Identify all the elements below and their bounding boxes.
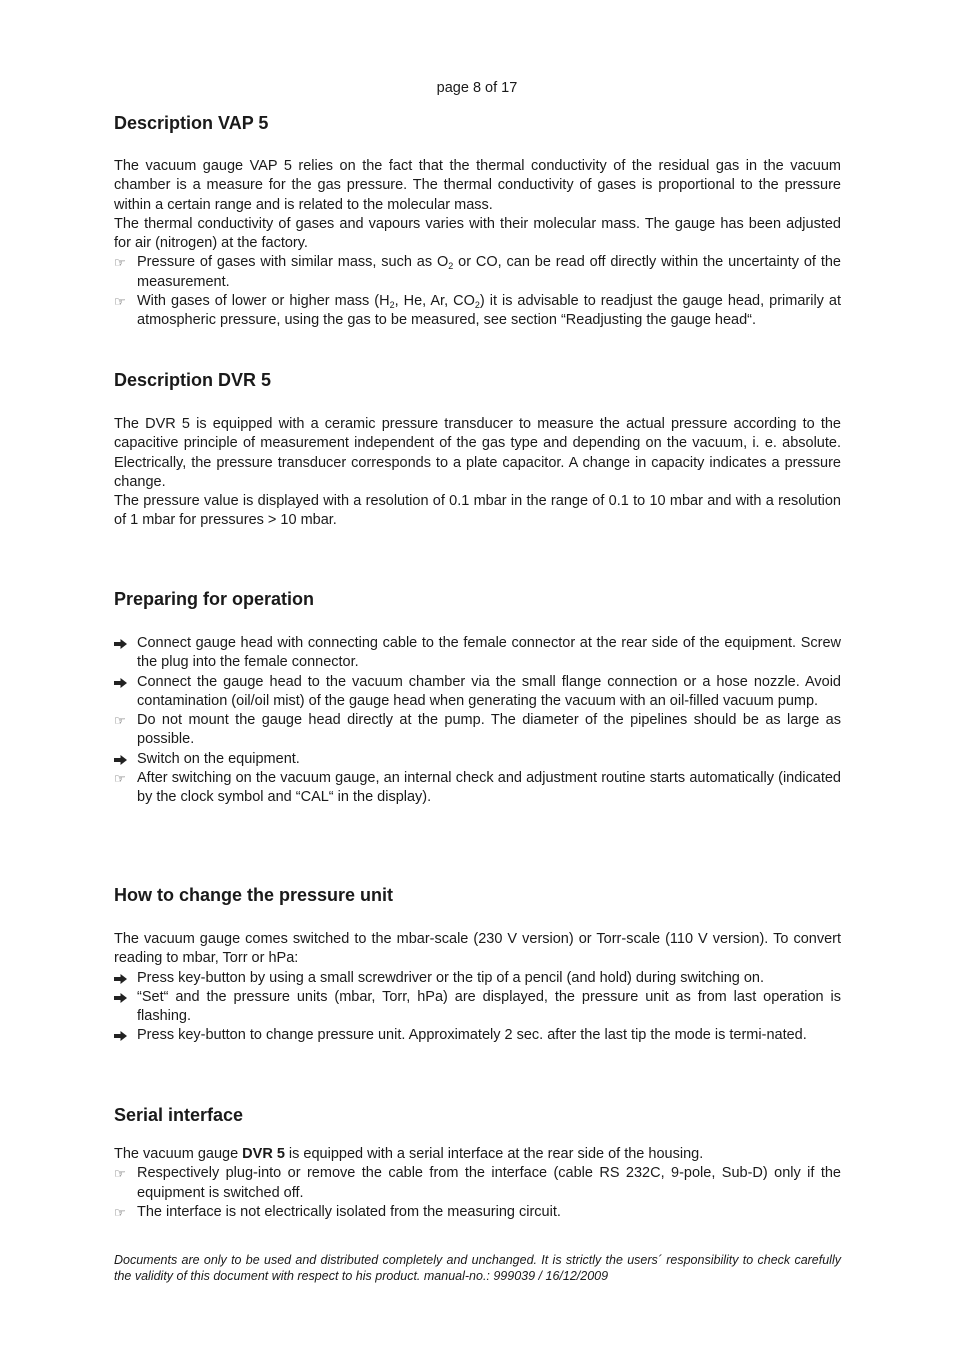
pointing-hand-icon: ☞ [114,1166,126,1182]
list-item [114,769,841,808]
pointing-hand-icon: ☞ [114,1204,126,1220]
section-title-unit: How to change the pressure unit [114,885,394,905]
list-item-text: “Set“ and the pressure units (mbar, Torr, hPa) are displayed, the pressure unit as from last operation is flashing. [137,988,841,1025]
arrow-right-icon [114,634,132,649]
serial-section-body [114,1145,841,1222]
list-item-text: Respectively plug-into or remove the cable from the interface (cable RS 232C, 9-pole, Sub-D) only if the equipment is switched off. [137,1165,841,1201]
footer-disclaimer: Documents are only to be used and distributed completely and unchanged. It is strictly the users´ responsibility to check carefully the validity of this document with respect to his product. manual-no.: 999039 / 16/12/2009 [114,1253,841,1283]
list-item [114,673,841,712]
list-item-text: The interface is not electrically isolated from the measuring circuit. [137,1203,561,1220]
list-item-text: Connect the gauge head to the vacuum chamber via the small flange connection or a hose nozzle. Avoid contamination (oil/oil mist) of the gauge head when generating the vacuum with an oil-filled vacuum pump. [137,673,841,709]
section-title-prep: Preparing for operation [114,589,315,609]
unit-section-body [114,930,841,1046]
serial-list [114,1164,841,1222]
vap-note-2: ☞ With gases of lower or higher mass ($H_2$, He, Ar, $CO_2$) it is advisable to readjust the gauge head, primarily at atmospheric pressure, using the gas to be measured, see section “Readjusting the gauge head“. [114,293,842,329]
dvr-paragraph-1: The DVR 5 is equipped with a ceramic pressure transducer to measure the actual pressure according to the capacitive principle of measurement independent of the gas type and depending on the vacuum, i. e. absolute. Electrically, the pressure transducer corresponds to a plate capacitor. A change in capacity indicates a pressure change. [114,416,841,490]
list-item-text: After switching on the vacuum gauge, an internal check and adjustment routine starts automatically (indicated by the clock symbol and “CAL“ in the display). [137,770,841,806]
list-item-text: Switch on the equipment. [137,750,300,767]
arrow-right-icon [114,673,132,688]
list-item-text: Press key-button to change pressure unit. Approximately 2 sec. after the last tip the mode is termi-nated. [137,1027,807,1044]
list-item [114,750,841,769]
section-title-dvr: Description DVR 5 [114,370,272,390]
dvr-section-body [114,415,841,531]
list-item [114,711,841,750]
vap-paragraph-2: The thermal conductivity of gases and vapours varies with their molecular mass. The gauge has been adjusted for air (nitrogen) at the factory. [114,215,841,252]
list-item [114,969,841,988]
serial-paragraph-1: The vacuum gauge DVR 5 is equipped with a serial interface at the rear side of the housing. [114,1146,704,1162]
list-item [114,1203,841,1222]
vap-section-body [114,157,841,331]
pointing-hand-icon: ☞ [114,294,126,310]
list-item-text: Connect gauge head with connecting cable to the female connector at the rear side of the equipment. Screw the plug into the female connector. [137,635,841,671]
pointing-hand-icon: ☞ [114,771,126,787]
section-title-serial: Serial interface [114,1105,244,1125]
list-item [114,1026,841,1045]
list-item-text: Do not mount the gauge head directly at the pump. The diameter of the pipelines should be as large as possible. [137,712,841,748]
list-item [114,1164,841,1203]
section-title-vap: Description VAP 5 [114,113,269,133]
vap-paragraph-1: The vacuum gauge VAP 5 relies on the fact that the thermal conductivity of the residual gas in the vacuum chamber is a measure for the gas pressure. The thermal conductivity of gases is proportional to the pressure within a certain range and is related to the molecular mass. [114,158,841,213]
list-item [114,634,841,673]
pointing-hand-icon: ☞ [114,713,126,729]
arrow-right-icon [114,969,132,984]
list-item [114,988,841,1027]
page-number: page 8 of 17 [436,80,518,96]
pointing-hand-icon: ☞ [114,255,126,271]
unit-list [114,969,841,1046]
vap-note-1: ☞ Pressure of gases with similar mass, such as $O_2$ or CO, can be read off directly within the uncertainty of the measurement. [114,254,841,290]
prep-list [114,634,841,808]
arrow-right-icon [114,988,132,1003]
arrow-right-icon [114,750,132,765]
dvr-paragraph-2: The pressure value is displayed with a resolution of 0.1 mbar in the range of 0.1 to 10 mbar and with a resolution of 1 mbar for pressures > 10 mbar. [114,493,841,529]
arrow-right-icon [114,1026,132,1041]
unit-paragraph-1: The vacuum gauge comes switched to the mbar-scale (230 V version) or Torr-scale (110 V version). To convert reading to mbar, Torr or hPa: [114,931,841,967]
list-item-text: Press key-button by using a small screwdriver or the tip of a pencil (and hold) during switching on. [137,969,765,986]
